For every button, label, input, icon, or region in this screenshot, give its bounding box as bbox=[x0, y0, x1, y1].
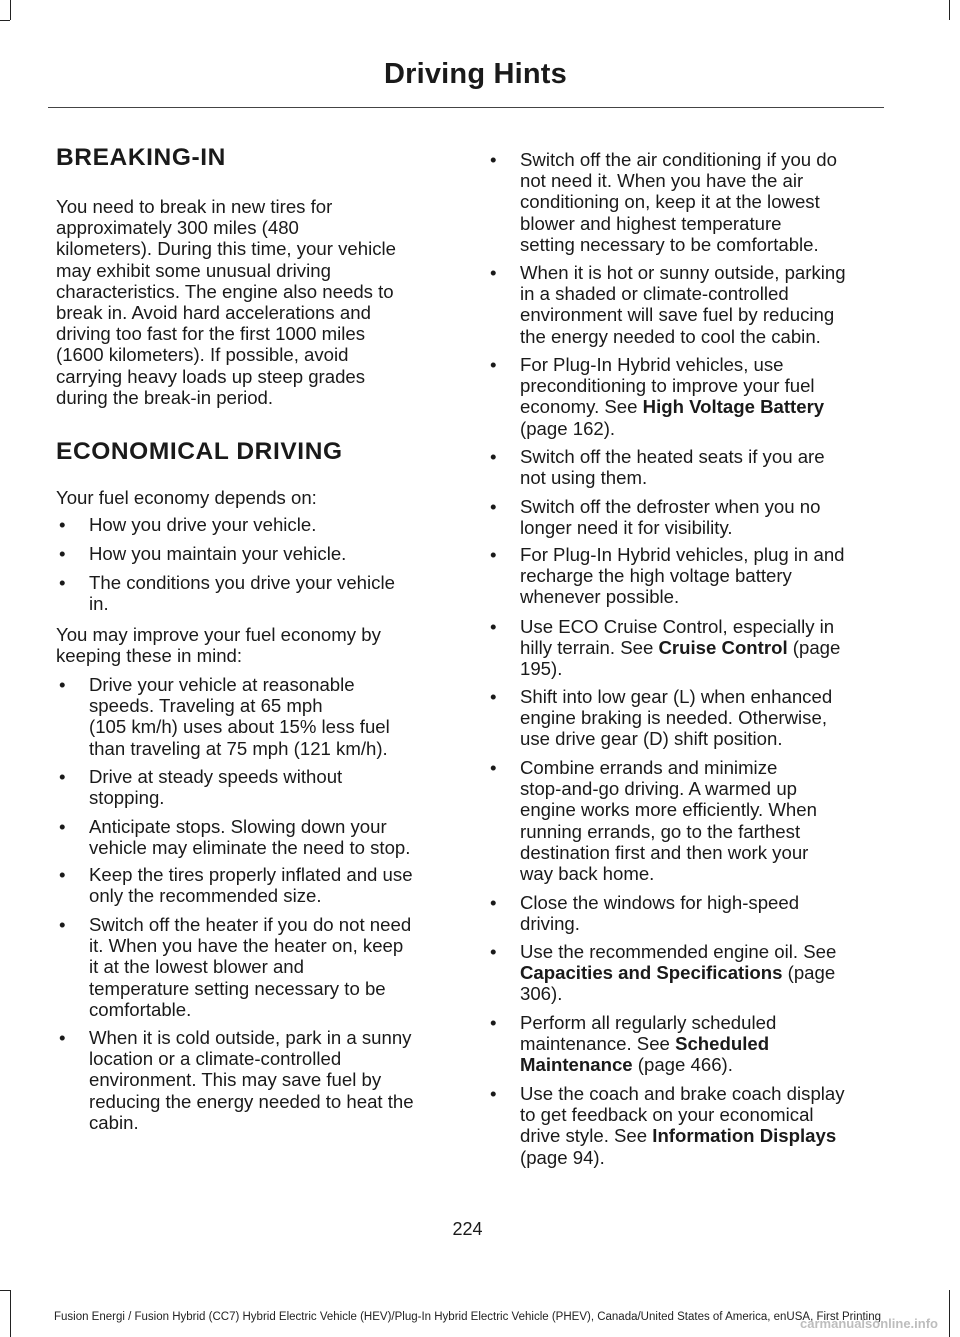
bullet-dot: • bbox=[59, 572, 66, 593]
list-item: • Switch off the heated seats if you are not using them. bbox=[490, 446, 825, 489]
page-header-title: Driving Hints bbox=[383, 58, 567, 90]
list-item: • Switch off the air conditioning if you do not need it. When you have the air conditioning on, keep it at the lowest blower and highest temperature setting necessary to be comfortable. bbox=[490, 149, 837, 255]
list-item: • Use the recommended engine oil. See Capacities and Specifications (page 306). bbox=[490, 941, 837, 1005]
bullet-dot: • bbox=[490, 686, 497, 707]
bullet-dot: • bbox=[490, 496, 497, 517]
list-item: • How you drive your vehicle. bbox=[59, 514, 317, 535]
bullet-dot: • bbox=[59, 864, 66, 885]
cross-reference-high-voltage-battery[interactable]: High Voltage Battery bbox=[642, 396, 825, 418]
list-item: • Switch off the defroster when you no longer need it for visibility. bbox=[490, 496, 821, 539]
list-item: • Switch off the heater if you do not need it. When you have the heater on, keep it at the lowest blower and temperature setting necessary to be comfortable. bbox=[59, 914, 412, 1020]
watermark: carmanualsonline.info bbox=[800, 1316, 938, 1331]
bullet-dot: • bbox=[59, 514, 66, 535]
bullet-dot: • bbox=[490, 616, 497, 637]
crop-mark bbox=[0, 1290, 10, 1291]
bullet-dot: • bbox=[59, 674, 66, 695]
bullet-dot: • bbox=[59, 766, 66, 787]
list-item: • How you maintain your vehicle. bbox=[59, 543, 347, 564]
section-heading-economical-driving: ECONOMICAL DRIVING bbox=[56, 438, 343, 465]
fuel-economy-tips-intro: You may improve your fuel economy by keeping these in mind: bbox=[56, 624, 381, 667]
cross-reference-scheduled-maintenance-cont[interactable]: Maintenance bbox=[520, 1054, 633, 1076]
fuel-economy-intro: Your fuel economy depends on: bbox=[56, 487, 317, 508]
breaking-in-paragraph: You need to break in new tires for approximately 300 miles (480 kilometers). During this time, your vehicle may exhibit some unusual driving characteristics. The engine also needs to break in. Avoid hard accelerations and driving too fast for the first 1000 miles (1600 kilometers). If possible, avoid carrying heavy loads up steep grades during the break-in period. bbox=[56, 196, 396, 408]
bullet-dot: • bbox=[490, 757, 497, 778]
bullet-dot: • bbox=[490, 892, 497, 913]
list-item: • Use the coach and brake coach display to get feedback on your economical drive style. See Information Displays (page 94). bbox=[490, 1083, 845, 1168]
list-item: • When it is hot or sunny outside, parking in a shaded or climate-controlled environment will save fuel by reducing the energy needed to cool the cabin. bbox=[490, 262, 846, 347]
header-rule bbox=[48, 107, 884, 108]
list-item: • Perform all regularly scheduled maintenance. See Scheduled Maintenance (page 466). bbox=[490, 1012, 777, 1076]
list-item: • For Plug-In Hybrid vehicles, use preconditioning to improve your fuel economy. See High Voltage Battery (page 162). bbox=[490, 354, 825, 439]
bullet-dot: • bbox=[490, 262, 497, 283]
crop-mark bbox=[949, 0, 950, 20]
bullet-dot: • bbox=[490, 1083, 497, 1104]
crop-mark bbox=[10, 0, 11, 20]
section-heading-breaking-in: BREAKING-IN bbox=[56, 144, 226, 171]
list-item: • Use ECO Cruise Control, especially in hilly terrain. See Cruise Control (page 195). bbox=[490, 616, 841, 680]
list-item: • Shift into low gear (L) when enhanced engine braking is needed. Otherwise, use drive gear (D) shift position. bbox=[490, 686, 833, 750]
bullet-dot: • bbox=[490, 1012, 497, 1033]
cross-reference-capacities-and-specifications[interactable]: Capacities and Specifications bbox=[520, 962, 783, 984]
list-item: • For Plug-In Hybrid vehicles, plug in and recharge the high voltage battery whenever possible. bbox=[490, 544, 845, 608]
bullet-dot: • bbox=[490, 354, 497, 375]
list-item: • When it is cold outside, park in a sunny location or a climate-controlled environment. This may save fuel by reducing the energy needed to heat the cabin. bbox=[59, 1027, 414, 1133]
cross-reference-cruise-control[interactable]: Cruise Control bbox=[658, 637, 788, 659]
list-item: • The conditions you drive your vehicle in. bbox=[59, 572, 395, 615]
list-item: • Drive your vehicle at reasonable speeds. Traveling at 65 mph (105 km/h) uses about 15% less fuel than traveling at 75 mph (121 km/h). bbox=[59, 674, 390, 759]
page-number: 224 bbox=[452, 1219, 483, 1239]
list-item: • Close the windows for high-speed driving. bbox=[490, 892, 800, 935]
bullet-dot: • bbox=[59, 1027, 66, 1048]
crop-mark bbox=[0, 20, 10, 21]
list-item: • Combine errands and minimize stop-and-go driving. A warmed up engine works more efficiently. When running errands, go to the farthest destination first and then work your way back home. bbox=[490, 757, 817, 885]
cross-reference-information-displays[interactable]: Information Displays bbox=[652, 1125, 837, 1147]
document-footer: Fusion Energi / Fusion Hybrid (CC7) Hybrid Electric Vehicle (HEV)/Plug-In Hybrid Electric Vehicle (PHEV), Canada/United States of America, enUSA, First Printing bbox=[53, 1311, 882, 1323]
bullet-dot: • bbox=[59, 914, 66, 935]
bullet-dot: • bbox=[490, 149, 497, 170]
list-item: • Keep the tires properly inflated and use only the recommended size. bbox=[59, 864, 413, 907]
bullet-dot: • bbox=[490, 544, 497, 565]
cross-reference-scheduled-maintenance[interactable]: Scheduled bbox=[675, 1033, 770, 1055]
bullet-dot: • bbox=[490, 446, 497, 467]
bullet-dot: • bbox=[59, 816, 66, 837]
list-item: • Anticipate stops. Slowing down your vehicle may eliminate the need to stop. bbox=[59, 816, 411, 859]
crop-mark bbox=[949, 1290, 950, 1337]
list-item: • Drive at steady speeds without stopping. bbox=[59, 766, 343, 809]
bullet-dot: • bbox=[490, 941, 497, 962]
bullet-dot: • bbox=[59, 543, 66, 564]
